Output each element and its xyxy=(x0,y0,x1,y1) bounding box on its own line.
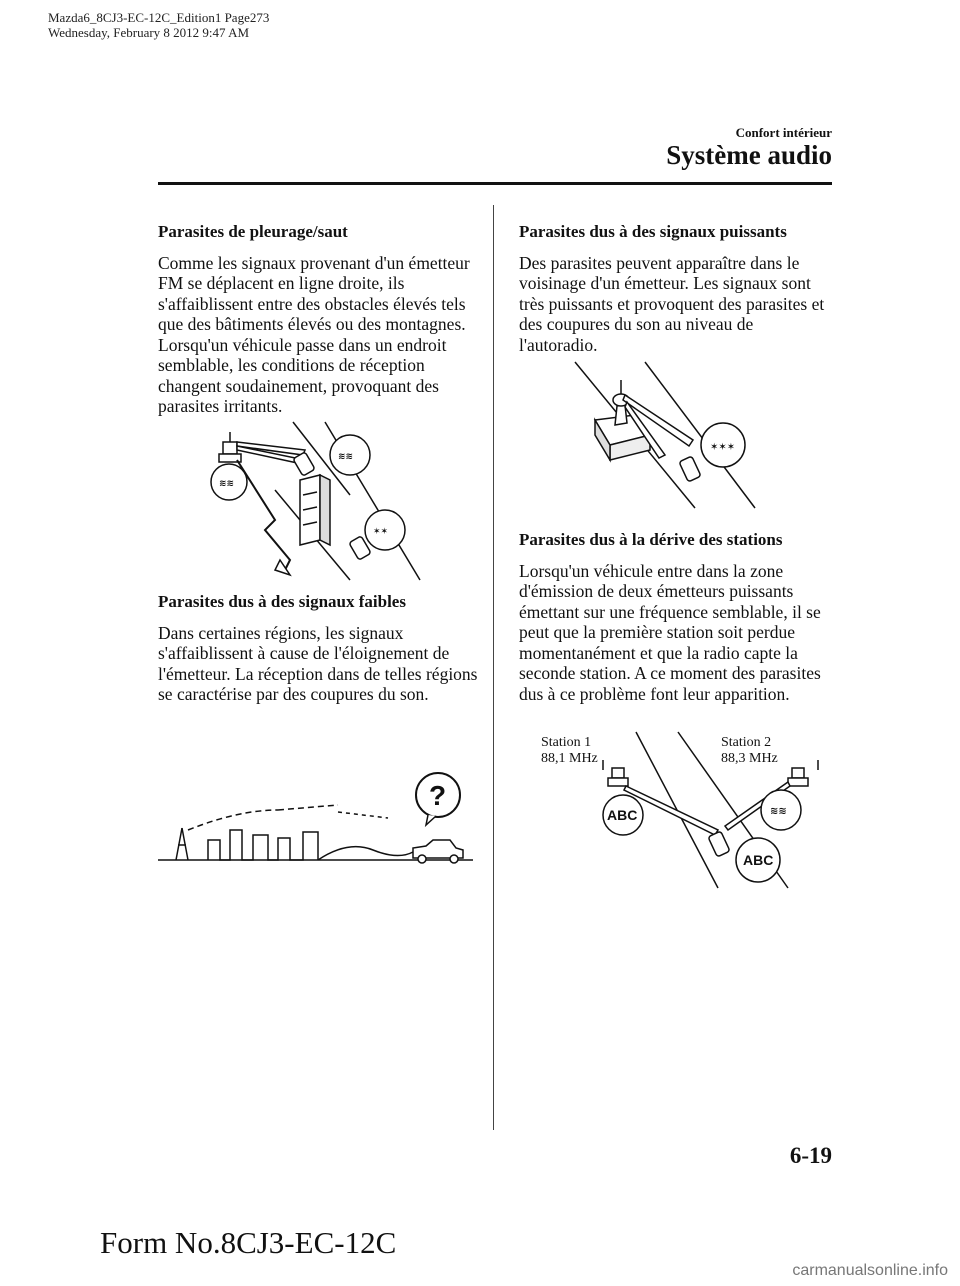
station-drift-illustration xyxy=(598,730,830,890)
print-metadata-line1: Mazda6_8CJ3-EC-12C_Edition1 Page273 xyxy=(48,10,270,25)
print-metadata xyxy=(48,10,269,40)
svg-text:✶✶✶: ✶✶✶ xyxy=(710,442,736,453)
drift-heading: Parasites dus à la dérive des stations xyxy=(519,530,783,549)
strong-signal-heading: Parasites dus à des signaux puissants xyxy=(519,222,787,241)
section-title: Système audio xyxy=(666,140,832,170)
strong-signal-body: Des parasites peuvent apparaître dans le voisinage d'un émetteur. Les signaux sont très puissants et provoquent des parasites et des coupures du son au niveau de l'autoradio. xyxy=(519,252,825,355)
right-section-drift xyxy=(519,530,834,704)
left-section-weak xyxy=(158,592,480,705)
flutter-body: Comme les signaux provenant d'un émetteur FM se déplacent en ligne droite, ils s'affaiblissent entre des obstacles élevés tels que des bâtiments élevés ou des montagnes. Lorsqu'un véhicule passe dans un endroit semblable, les conditions de réception changent soudainement, provoquant des parasites irritants. xyxy=(158,252,470,416)
left-section-flutter xyxy=(158,222,480,417)
right-section-strong xyxy=(519,222,834,355)
abc-label-station1: ABC xyxy=(607,807,638,823)
weak-signal-illustration xyxy=(158,760,473,865)
station1-label xyxy=(541,735,598,767)
abc-label-car: ABC xyxy=(743,852,774,868)
svg-text:≋≋: ≋≋ xyxy=(338,451,354,461)
station2-frequency: 88,3 MHz xyxy=(721,751,778,766)
weak-signal-body: Dans certaines régions, les signaux s'affaiblissent à cause de l'éloignement de l'émetteur. La réception dans de telles régions se caractérise par des coupures du son. xyxy=(158,622,478,704)
print-metadata-line2: Wednesday, February 8 2012 9:47 AM xyxy=(48,25,250,40)
page-number: 6-19 xyxy=(789,1143,832,1168)
section-subtitle: Confort intérieur xyxy=(735,125,832,140)
flutter-illustration xyxy=(205,420,445,585)
watermark: carmanualsonline.info xyxy=(792,1262,948,1279)
drift-body: Lorsqu'un véhicule entre dans la zone d'émission de deux émetteurs puissants émettant sur une fréquence semblable, il se peut que la première station soit perdue momentanément et que la radio capte la seconde station. A ce moment des parasites dus à ce problème font leur apparition. xyxy=(519,560,821,704)
svg-text:≋≋: ≋≋ xyxy=(219,478,235,488)
svg-text:≋≋: ≋≋ xyxy=(770,806,787,817)
form-number: Form No.8CJ3-EC-12C xyxy=(100,1225,397,1260)
station1-name: Station 1 xyxy=(541,735,592,750)
svg-text:✶✶: ✶✶ xyxy=(373,526,389,536)
station2-name: Station 2 xyxy=(721,735,772,750)
question-mark: ? xyxy=(429,780,447,811)
flutter-heading: Parasites de pleurage/saut xyxy=(158,222,348,241)
header-rule xyxy=(158,182,832,185)
strong-signal-illustration xyxy=(565,360,765,510)
weak-signal-heading: Parasites dus à des signaux faibles xyxy=(158,592,406,611)
column-divider xyxy=(493,205,494,1130)
station1-frequency: 88,1 MHz xyxy=(541,751,598,766)
